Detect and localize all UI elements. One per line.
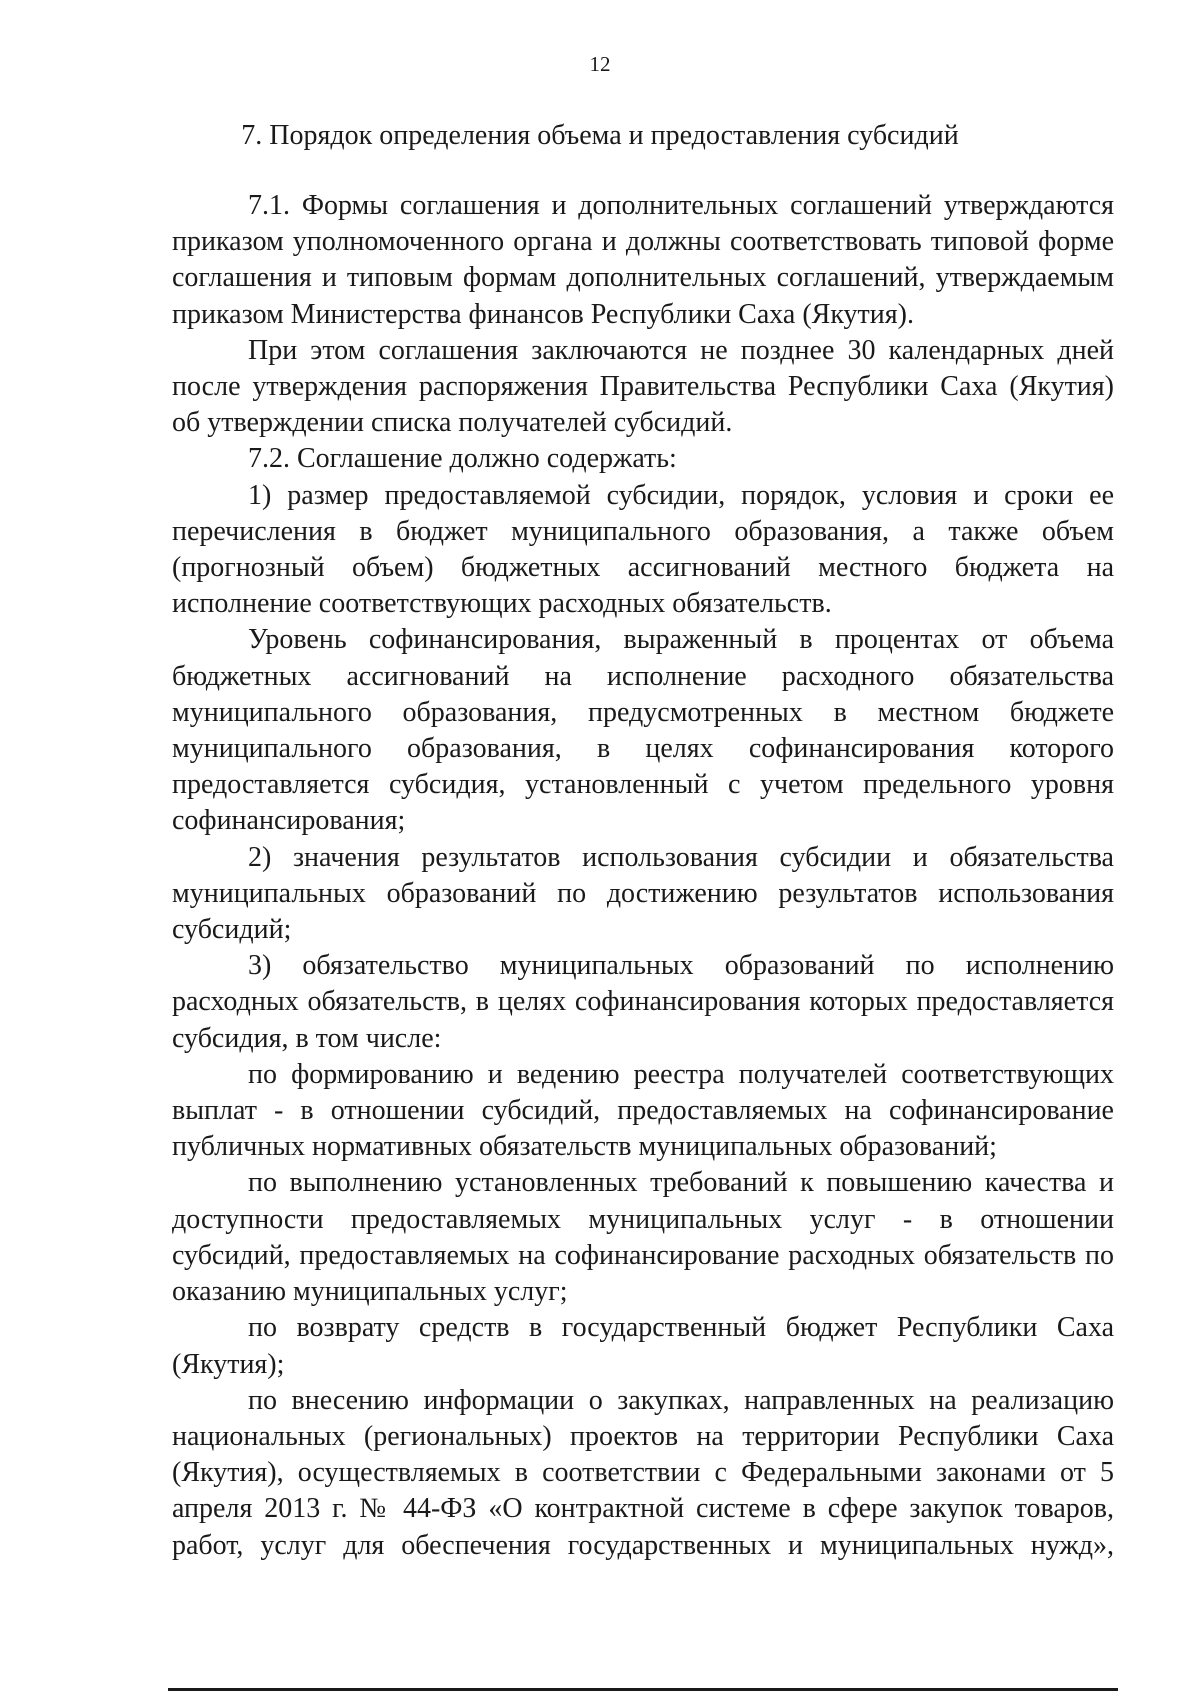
- footer-divider: [168, 1688, 1118, 1691]
- paragraph-cofinancing-level: Уровень софинансирования, выраженный в процентах от объема бюджетных ассигнований на исполнение расходного обязательства муниципального образования, предусмотренных в местном бюджете муниципального образования, в целях софинансирования которого предоставляется субсидия, установленный с учетом предельного уровня софинансирования;: [172, 624, 1114, 837]
- paragraph-procurement-info: по внесению информации о закупках, направленных на реализацию национальных (региональных) проектов на территории Республики Саха (Якутия), осуществляемых в соответствии с Федеральными законами от 5 апреля 2013 г. № 44-ФЗ «О контрактной системе в сфере закупок товаров, работ, услуг для обеспечения государственных и муниципальных нужд»,: [172, 1384, 1114, 1561]
- paragraph-quality-requirements: по выполнению установленных требований к повышению качества и доступности предоставляемых муниципальных услуг - в отношении субсидий, предоставляемых на софинансирование расходных обязательств по оказанию муниципальных услуг;: [172, 1167, 1114, 1308]
- paragraph-funds-return: по возврату средств в государственный бюджет Республики Саха (Якутия);: [172, 1312, 1114, 1380]
- page-number: 12: [589, 52, 611, 76]
- paragraph-registry: по формированию и ведению реестра получателей соответствующих выплат - в отношении субсидий, предоставляемых на софинансирование публичных нормативных обязательств муниципальных образований;: [172, 1058, 1114, 1163]
- paragraph-item-3: 3) обязательство муниципальных образований по исполнению расходных обязательств, в целях софинансирования которых предоставляется субсидия, в том числе:: [172, 950, 1114, 1054]
- paragraph-7-2: 7.2. Соглашение должно содержать:: [248, 443, 677, 475]
- paragraph-agreement-deadline: При этом соглашения заключаются не позднее 30 календарных дней после утверждения распоряжения Правительства Республики Саха (Якутия) об утверждении списка получателей субсидий.: [172, 334, 1114, 439]
- paragraph-7-1: 7.1. Формы соглашения и дополнительных соглашений утверждаются приказом уполномоченного органа и должны соответствовать типовой форме соглашения и типовым формам дополнительных соглашений, утверждаемым приказом Министерства финансов Республики Саха (Якутия).: [172, 190, 1114, 330]
- paragraph-item-1: 1) размер предоставляемой субсидии, порядок, условия и сроки ее перечисления в бюджет муниципального образования, а также объем (прогнозный объем) бюджетных ассигнований местного бюджета на исполнение соответствующих расходных обязательств.: [172, 479, 1114, 620]
- document-body: [172, 188, 1114, 1564]
- paragraph-item-2: 2) значения результатов использования субсидии и обязательства муниципальных образований по достижению результатов использования субсидий;: [172, 841, 1114, 946]
- section-title: 7. Порядок определения объема и предоставления субсидий: [241, 120, 959, 151]
